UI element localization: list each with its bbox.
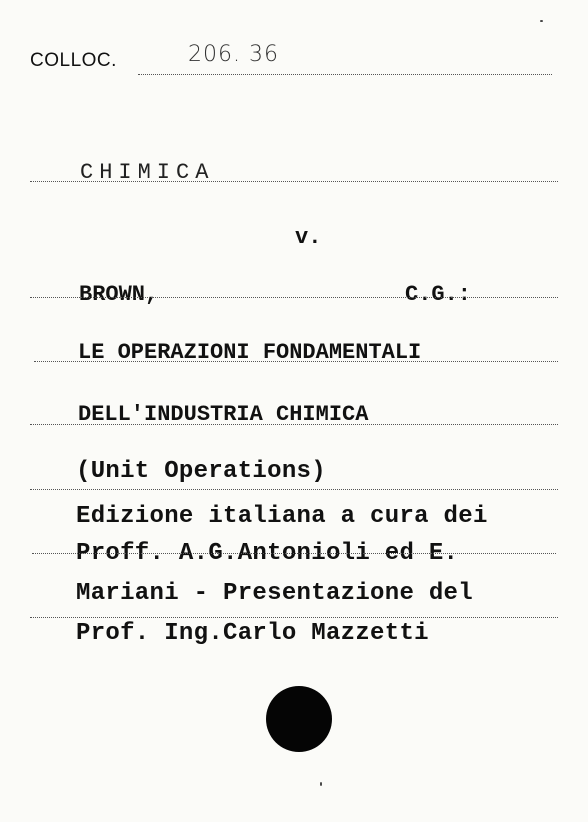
collocation-number: 206. 36 <box>188 42 279 67</box>
note-line-1: Edizione italiana a cura dei <box>76 503 488 530</box>
note-line-2-rule <box>32 553 556 554</box>
speck-mark <box>540 20 543 22</box>
subject-heading: CHIMICA <box>80 160 215 185</box>
colloc-label: COLLOC. <box>30 50 117 71</box>
author-initials: C.G.: <box>405 282 472 307</box>
note-line-3: Mariani - Presentazione del <box>76 580 473 607</box>
original-title: (Unit Operations) <box>76 458 326 485</box>
title-line-1-rule <box>34 361 558 362</box>
volume-mark: v. <box>295 225 322 250</box>
author-dotted-rule <box>30 297 558 298</box>
note-line-4: Prof. Ing.Carlo Mazzetti <box>76 620 429 647</box>
title-line-1: LE OPERAZIONI FONDAMENTALI <box>78 340 422 365</box>
note-line-3-rule <box>30 617 558 618</box>
title-line-2: DELL'INDUSTRIA CHIMICA <box>78 402 369 427</box>
original-title-rule <box>30 489 558 490</box>
colloc-dotted-rule <box>138 74 552 75</box>
subject-dotted-rule <box>30 181 558 182</box>
speck-mark <box>320 782 322 786</box>
title-line-2-rule <box>30 424 558 425</box>
note-line-2: Proff. A.G.Antonioli ed E. <box>76 540 459 567</box>
author-surname: BROWN, <box>79 282 159 307</box>
punch-hole <box>266 686 332 752</box>
